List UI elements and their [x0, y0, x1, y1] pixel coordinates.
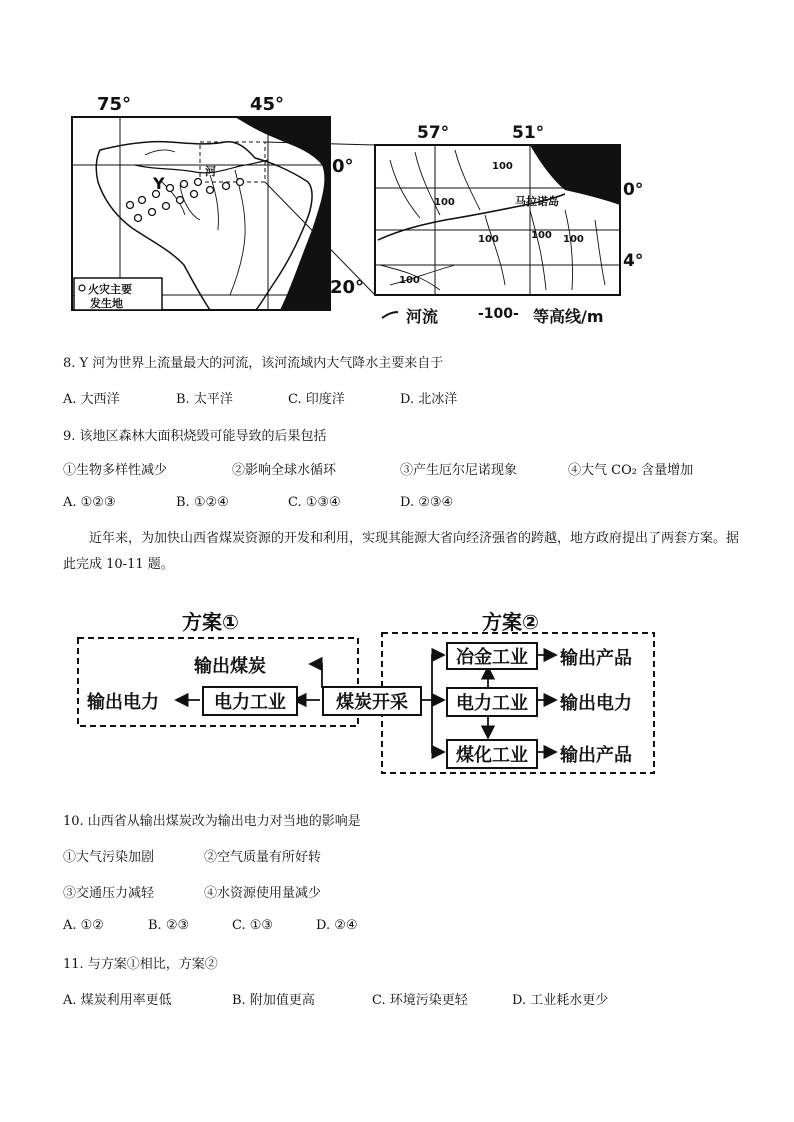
plan1-title: 方案① — [182, 610, 239, 634]
river-mini-label: 河 — [205, 165, 216, 178]
river-legend-symbol — [382, 312, 398, 318]
q10-item-1: ①大气污染加剧 — [63, 850, 155, 865]
q11-option-c: C. 环境污染更轻 — [372, 993, 468, 1008]
q10-option-c: C. ①③ — [232, 918, 274, 933]
q10-option-a: A. ①② — [63, 918, 104, 933]
q9-option-b: B. ①②④ — [176, 495, 229, 510]
lon-45-label: 45° — [250, 94, 285, 115]
coal-chemical-box: 煤化工业 — [446, 739, 538, 769]
q8-option-a: A. 大西洋 — [63, 392, 120, 407]
q9-option-c: C. ①③④ — [288, 495, 341, 510]
lon-51-label: 51° — [512, 123, 545, 143]
coal-mining-box: 煤炭开采 — [322, 686, 422, 716]
q10-item-3: ③交通压力减轻 — [63, 886, 155, 901]
river-legend-label: 河流 — [406, 307, 439, 326]
lon-75-label: 75° — [97, 94, 132, 115]
export-product-top-label: 输出产品 — [560, 648, 632, 669]
map-svg — [60, 90, 680, 330]
river-y-label: Y — [153, 174, 165, 193]
q11-stem: 11. 与方案①相比，方案② — [63, 957, 218, 972]
metallurgy-box: 冶金工业 — [446, 642, 538, 670]
contour-label: 100 — [563, 234, 584, 245]
flow-diagram — [60, 600, 670, 780]
q10-stem: 10. 山西省从输出煤炭改为输出电力对当地的影响是 — [63, 814, 361, 829]
q10-option-b: B. ②③ — [148, 918, 190, 933]
q8-option-b: B. 太平洋 — [176, 392, 233, 407]
fire-legend-line2: 发生地 — [90, 297, 123, 310]
lat-0-right-label: 0° — [623, 180, 644, 200]
export-power-right-label: 输出电力 — [560, 693, 632, 714]
contour-label: 100 — [399, 275, 420, 286]
lat-4-label: 4° — [623, 251, 644, 271]
export-product-bottom-label: 输出产品 — [560, 745, 632, 766]
export-coal-label: 输出煤炭 — [194, 656, 266, 677]
q9-option-d: D. ②③④ — [400, 495, 454, 510]
q10-item-4: ④水资源使用量减少 — [204, 886, 322, 901]
plan2-title: 方案② — [482, 610, 539, 634]
contour-label: 100 — [531, 230, 552, 241]
fire-legend-line1: 火灾主要 — [88, 283, 132, 296]
contour-legend-label: 等高线/m — [533, 307, 604, 326]
contour-legend-symbol: -100- — [478, 306, 519, 322]
q8-option-d: D. 北冰洋 — [400, 392, 458, 407]
q11-option-d: D. 工业耗水更少 — [512, 993, 609, 1008]
q8-stem: 8. Y 河为世界上流量最大的河流，该河流域内大气降水主要来自于 — [63, 356, 444, 371]
lat-20-label: 20° — [330, 277, 365, 298]
power-industry-left-box: 电力工业 — [202, 686, 298, 716]
q9-item-4: ④大气 CO₂ 含量增加 — [568, 463, 694, 478]
contour-label: 100 — [478, 234, 499, 245]
q11-option-b: B. 附加值更高 — [232, 993, 315, 1008]
q9-item-3: ③产生厄尔尼诺现象 — [400, 463, 518, 478]
lat-0-left-label: 0° — [332, 156, 354, 177]
q11-option-a: A. 煤炭利用率更低 — [63, 993, 172, 1008]
q9-stem: 9. 该地区森林大面积烧毁可能导致的后果包括 — [63, 429, 327, 444]
q9-option-a: A. ①②③ — [63, 495, 116, 510]
map-figure — [60, 90, 680, 330]
contour-label: 100 — [492, 161, 513, 172]
q10-option-d: D. ②④ — [316, 918, 358, 933]
intro-paragraph: 近年来，为加快山西省煤炭资源的开发和利用，实现其能源大省向经济强省的跨越，地方政府提出了两套方案。据此完成 10-11 题。 — [63, 531, 740, 572]
export-power-left-label: 输出电力 — [87, 692, 159, 713]
island-label: 马拉诺岛 — [515, 195, 559, 208]
q8-option-c: C. 印度洋 — [288, 392, 345, 407]
q9-item-1: ①生物多样性减少 — [63, 463, 168, 478]
q10-item-2: ②空气质量有所好转 — [204, 850, 322, 865]
lon-57-label: 57° — [417, 123, 450, 143]
power-industry-right-box: 电力工业 — [446, 687, 538, 717]
contour-label: 100 — [434, 197, 455, 208]
q9-item-2: ②影响全球水循环 — [232, 463, 337, 478]
